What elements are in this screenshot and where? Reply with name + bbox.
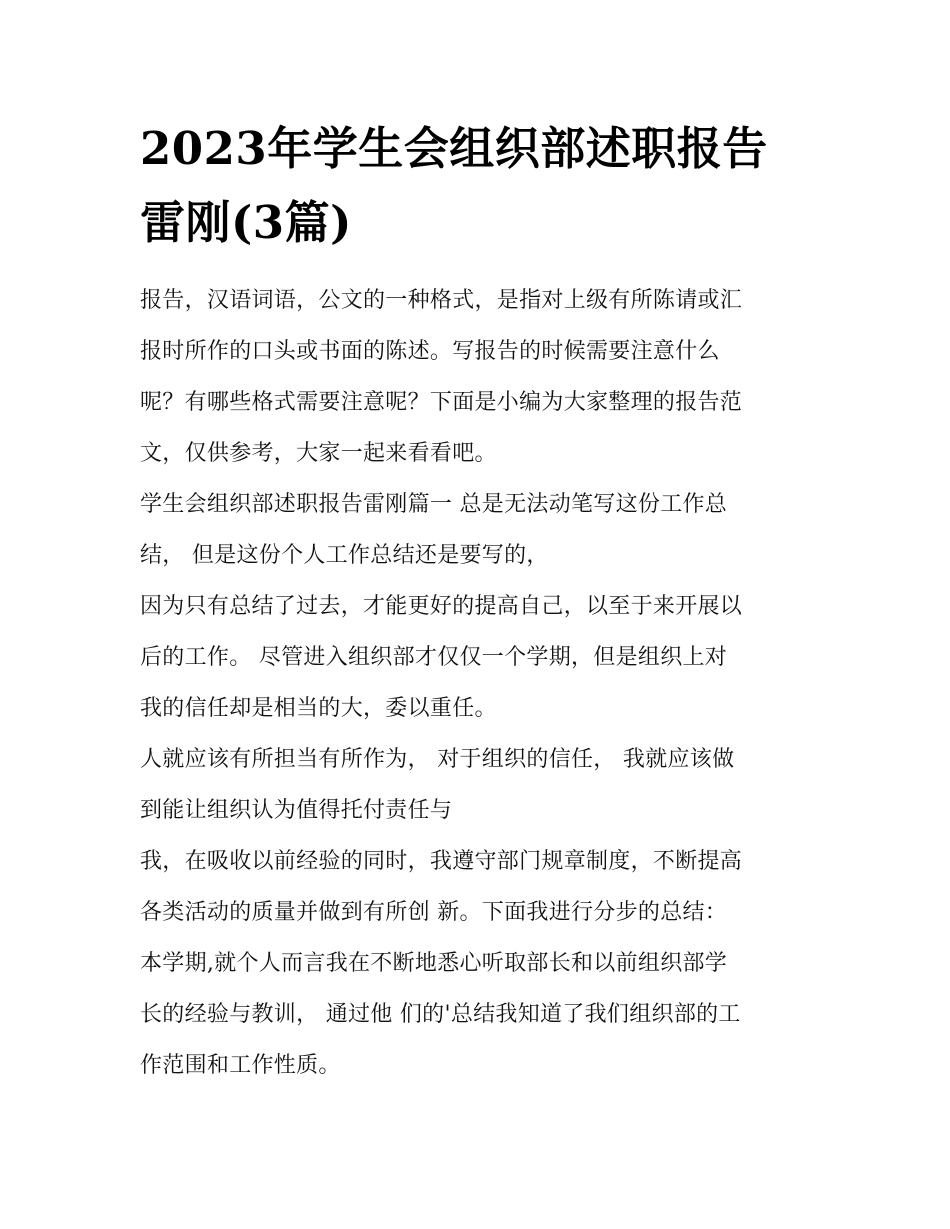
text-line: 各类活动的质量并做到有所创 新。下面我进行分步的总结： — [140, 900, 728, 925]
text-line: 我，在吸收以前经验的同时，我遵守部门规章制度，不断提高 — [140, 849, 743, 874]
text-line: 作范围和工作性质。 — [140, 1053, 341, 1078]
document-page — [140, 112, 815, 1091]
text-line: 呢？有哪些格式需要注意呢？下面是小编为大家整理的报告范 — [140, 390, 743, 415]
paragraph-section-one — [140, 479, 815, 581]
paragraph — [140, 938, 815, 1091]
text-line: 学生会组织部述职报告雷刚篇一 总是无法动笔写这份工作总 — [140, 492, 728, 517]
paragraph — [140, 734, 815, 836]
paragraph-intro — [140, 275, 815, 479]
text-line: 因为只有总结了过去，才能更好的提高自己，以至于来开展以 — [140, 594, 743, 619]
text-line: 文，仅供参考，大家一起来看看吧。 — [140, 441, 497, 466]
document-title — [140, 112, 815, 260]
text-line: 报时所作的口头或书面的陈述。写报告的时候需要注意什么 — [140, 339, 720, 364]
text-line: 本学期,就个人而言我在不断地悉心听取部长和以前组织部学 — [140, 951, 728, 976]
text-line: 我的信任却是相当的大，委以重任。 — [140, 696, 497, 721]
document-body — [140, 275, 815, 1091]
text-line: 到能让组织认为值得托付责任与 — [140, 798, 453, 823]
text-line: 结， 但是这份个人工作总结还是要写的， — [140, 543, 549, 568]
text-line: 后的工作。 尽管进入组织部才仅仅一个学期，但是组织上对 — [140, 645, 728, 670]
text-line: 人就应该有所担当有所作为， 对于组织的信任， 我就应该做 — [140, 747, 735, 772]
text-line: 长的经验与教训， 通过他 们的'总结我知道了我们组织部的工 — [140, 1002, 741, 1027]
title-line: 雷刚(3篇) — [140, 196, 352, 249]
text-line: 报告，汉语词语，公文的一种格式，是指对上级有所陈请或汇 — [140, 288, 743, 313]
title-line: 2023年学生会组织部述职报告 — [140, 122, 768, 175]
paragraph — [140, 836, 815, 938]
paragraph — [140, 581, 815, 734]
